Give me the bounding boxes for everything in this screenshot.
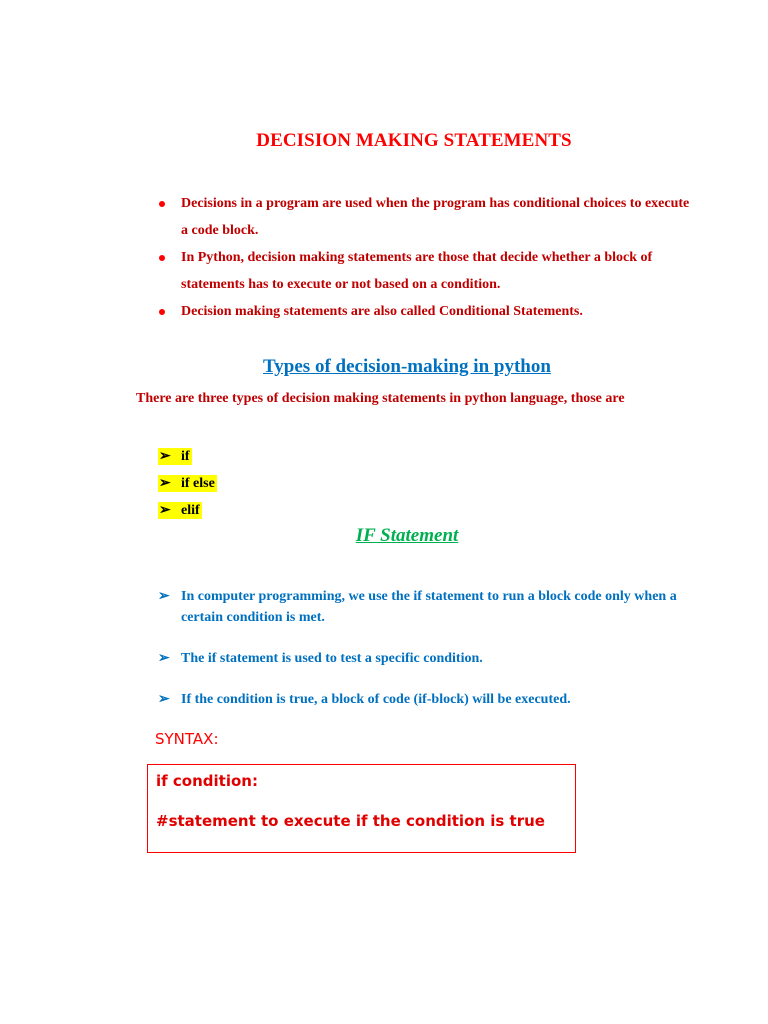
- highlighted-item: [158, 475, 217, 492]
- point-text: In computer programming, we use the if statement to run a block code only when a certain condition is met.: [181, 589, 677, 625]
- bullet-dot-icon: [159, 255, 165, 261]
- arrowhead-bullet-icon: ➢: [159, 449, 171, 464]
- types-list: [158, 443, 217, 524]
- arrowhead-bullet-icon: ➢: [158, 651, 170, 666]
- if-statement-heading: IF Statement: [355, 525, 459, 546]
- syntax-label: SYNTAX:: [155, 730, 219, 748]
- type-label: if else: [181, 476, 215, 491]
- if-points-list: [158, 586, 688, 730]
- list-item: [158, 648, 688, 669]
- bullet-text: In Python, decision making statements are those that decide whether a block of statements has to execute or not based on a condition.: [181, 250, 653, 292]
- code-line: if condition:: [156, 772, 258, 790]
- bullet-dot-icon: [159, 201, 165, 207]
- list-item: [158, 497, 217, 524]
- arrowhead-bullet-icon: ➢: [159, 503, 171, 518]
- bullet-dot-icon: [159, 309, 165, 315]
- types-heading: Types of decision-making in python: [263, 356, 551, 377]
- types-intro-text: There are three types of decision making statements in python language, those are: [136, 391, 625, 406]
- arrowhead-bullet-icon: ➢: [159, 476, 171, 491]
- syntax-code-box: [147, 764, 576, 853]
- list-item: [158, 443, 217, 470]
- highlighted-item: [158, 502, 202, 519]
- type-label: elif: [181, 503, 200, 518]
- page-title: DECISION MAKING STATEMENTS: [256, 130, 572, 151]
- bullet-text: Decisions in a program are used when the program has conditional choices to execute a code block.: [181, 196, 690, 238]
- intro-bullet-list: [158, 190, 698, 325]
- list-item: [158, 586, 688, 628]
- list-item: [158, 689, 688, 710]
- bullet-text: Decision making statements are also called Conditional Statements.: [181, 304, 583, 319]
- point-text: The if statement is used to test a specific condition.: [181, 651, 483, 666]
- type-label: if: [181, 449, 190, 464]
- highlighted-item: [158, 448, 192, 465]
- arrowhead-bullet-icon: ➢: [158, 589, 170, 604]
- arrowhead-bullet-icon: ➢: [158, 692, 170, 707]
- list-item: [158, 190, 698, 244]
- point-text: If the condition is true, a block of code (if-block) will be executed.: [181, 692, 571, 707]
- list-item: [158, 298, 698, 325]
- list-item: [158, 244, 698, 298]
- list-item: [158, 470, 217, 497]
- code-line: #statement to execute if the condition is true: [156, 812, 545, 830]
